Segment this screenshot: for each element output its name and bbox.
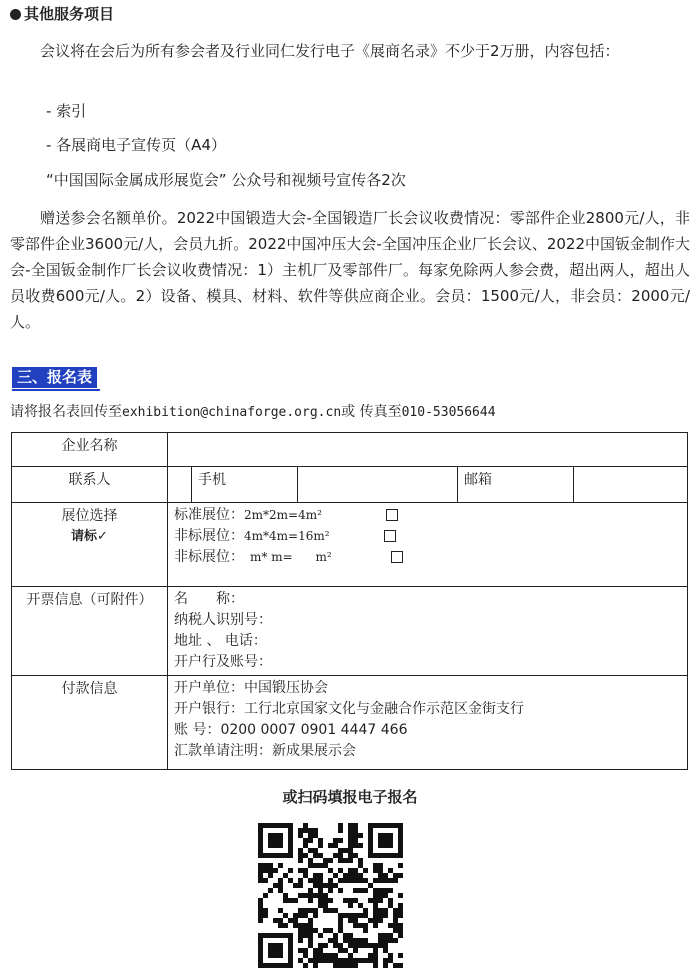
list-item-pages: - 各展商电子宣传页（A4） (46, 136, 226, 154)
email-label: 邮箱 (458, 467, 574, 503)
list-item-index: - 索引 (46, 102, 87, 120)
invoice-field-taxid[interactable]: 纳税人识别号： (174, 612, 272, 628)
company-name-label: 企业名称 (12, 433, 168, 467)
checkbox-standard[interactable] (386, 509, 398, 521)
invoice-field-name[interactable]: 名 称： (174, 591, 244, 607)
payment-line: 汇款单请注明：新成果展示会 (174, 743, 356, 759)
email-field[interactable] (574, 467, 688, 503)
checkbox-nonstandard-custom[interactable] (391, 551, 403, 563)
checkbox-nonstandard-16[interactable] (384, 530, 396, 542)
contact-label: 联系人 (12, 467, 168, 503)
fax-number: 010-53056644 (401, 405, 496, 420)
bullet-icon (10, 9, 21, 20)
registration-heading: 三、报名表 (12, 367, 97, 388)
registration-form-table (11, 432, 688, 770)
payment-info (168, 676, 688, 770)
table-row (12, 503, 688, 587)
scan-instruction: 或扫码填报电子报名 (282, 788, 418, 806)
table-row (12, 433, 688, 467)
booth-option-nonstandard-custom: 非标展位： m* m= m² (174, 547, 681, 568)
pricing-paragraph: 赠送参会名额单价。2022中国锻造大会-全国锻造厂长会议收费情况：零部件企业2800元/人，非零部件企业3600元/人，会员九折。2022中国冲压大会-全国冲压企业厂长会议、2022中国钣金制作大会-全国钣金制作厂长会议收费情况：1）主机厂及零部件厂。每家免除两人参会费，超出两人，超出人员收费600元/人。2）设备、模具、材料、软件等供应商企业。会员：1500元/人，非会员：2000元/人。 (10, 209, 690, 331)
booth-options (168, 503, 688, 587)
mobile-field[interactable] (298, 467, 458, 503)
booth-label: 展位选择 (61, 508, 118, 524)
booth-option-standard: 标准展位：2m*2m=4m² (174, 505, 681, 526)
company-name-field[interactable] (168, 433, 688, 467)
booth-option-nonstandard-16: 非标展位：4m*4m=16m² (174, 526, 681, 547)
payment-line: 开户银行：工行北京国家文化与金融合作示范区金街支行 (174, 701, 524, 717)
payment-label: 付款信息 (12, 676, 168, 770)
registration-instructions: 请将报名表回传至exhibition@chinaforge.org.cn或 传真至010-53056644 (10, 404, 496, 420)
mobile-label: 手机 (192, 467, 298, 503)
section-title-other-services: 其他服务项目 (10, 3, 114, 24)
table-row (12, 467, 688, 503)
invoice-field-address-phone[interactable]: 地址 、 电话： (174, 633, 267, 649)
invoice-fields (168, 587, 688, 676)
intro-paragraph: 会议将在会后为所有参会者及行业同仁发行电子《展商名录》不少于2万册，内容包括： (40, 42, 620, 60)
booth-hint: 请标✓ (71, 529, 108, 544)
email-address[interactable]: exhibition@chinaforge.org.cn (122, 405, 342, 420)
table-row (12, 587, 688, 676)
invoice-field-bank-account[interactable]: 开户行及账号： (174, 654, 272, 670)
promo-line: “中国国际金属成形展览会” 公众号和视频号宣传各2次 (46, 171, 406, 189)
qr-code-icon (258, 823, 408, 970)
payment-line: 账 号：0200 0007 0901 4447 466 (174, 722, 408, 738)
booth-label-cell (12, 503, 168, 587)
invoice-label: 开票信息（可附件） (12, 587, 168, 676)
qr-code-image[interactable] (258, 823, 408, 970)
payment-line: 开户单位：中国锻压协会 (174, 680, 328, 696)
table-row (12, 676, 688, 770)
contact-field[interactable] (168, 467, 192, 503)
